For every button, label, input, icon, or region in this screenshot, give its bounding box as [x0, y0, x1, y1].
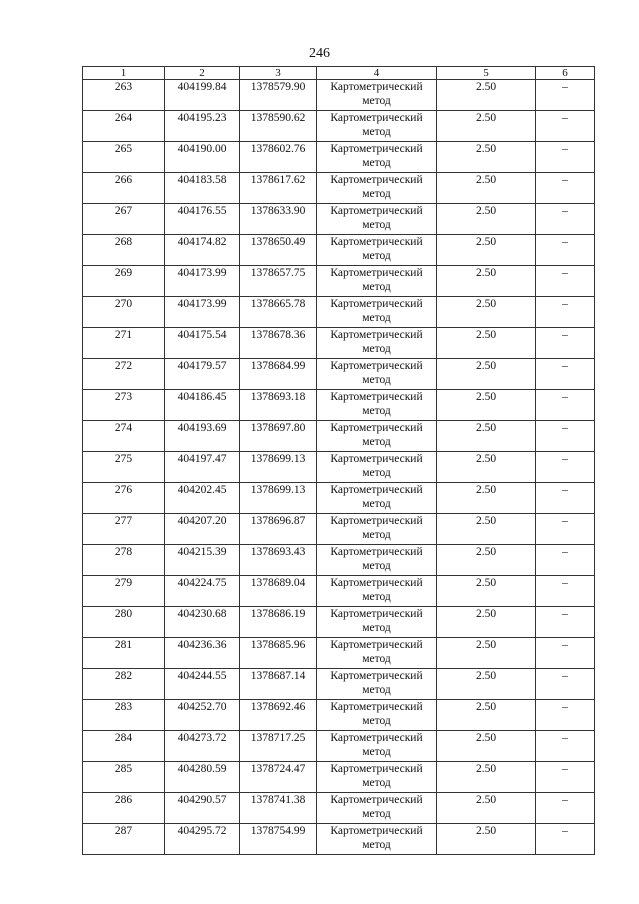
- accuracy-cell: 2.50: [437, 111, 536, 142]
- note-cell: –: [536, 390, 595, 421]
- column-header: 2: [165, 67, 240, 80]
- point-number-cell: 265: [83, 142, 165, 173]
- accuracy-cell: 2.50: [437, 235, 536, 266]
- accuracy-cell: 2.50: [437, 545, 536, 576]
- y-coordinate-cell: 1378689.04: [240, 576, 317, 607]
- accuracy-cell: 2.50: [437, 483, 536, 514]
- x-coordinate-cell: 404244.55: [165, 669, 240, 700]
- y-coordinate-cell: 1378693.43: [240, 545, 317, 576]
- x-coordinate-cell: 404183.58: [165, 173, 240, 204]
- table-row: [83, 452, 595, 483]
- table-row: [83, 669, 595, 700]
- x-coordinate-cell: 404195.23: [165, 111, 240, 142]
- point-number-cell: 264: [83, 111, 165, 142]
- table-row: [83, 173, 595, 204]
- accuracy-cell: 2.50: [437, 824, 536, 855]
- y-coordinate-cell: 1378590.62: [240, 111, 317, 142]
- point-number-cell: 263: [83, 80, 165, 111]
- note-cell: –: [536, 235, 595, 266]
- y-coordinate-cell: 1378692.46: [240, 700, 317, 731]
- method-cell: Картометрический метод: [317, 824, 437, 855]
- point-number-cell: 285: [83, 762, 165, 793]
- y-coordinate-cell: 1378678.36: [240, 328, 317, 359]
- table-row: [83, 204, 595, 235]
- y-coordinate-cell: 1378650.49: [240, 235, 317, 266]
- table-row: [83, 824, 595, 855]
- point-number-cell: 268: [83, 235, 165, 266]
- note-cell: –: [536, 545, 595, 576]
- accuracy-cell: 2.50: [437, 359, 536, 390]
- method-cell: Картометрический метод: [317, 793, 437, 824]
- page-number: 246: [309, 46, 330, 61]
- method-cell: Картометрический метод: [317, 483, 437, 514]
- x-coordinate-cell: 404174.82: [165, 235, 240, 266]
- y-coordinate-cell: 1378693.18: [240, 390, 317, 421]
- table-row: [83, 266, 595, 297]
- method-cell: Картометрический метод: [317, 421, 437, 452]
- point-number-cell: 277: [83, 514, 165, 545]
- y-coordinate-cell: 1378579.90: [240, 80, 317, 111]
- table-row: [83, 793, 595, 824]
- accuracy-cell: 2.50: [437, 142, 536, 173]
- note-cell: –: [536, 607, 595, 638]
- method-cell: Картометрический метод: [317, 111, 437, 142]
- table-row: [83, 142, 595, 173]
- x-coordinate-cell: 404202.45: [165, 483, 240, 514]
- note-cell: –: [536, 297, 595, 328]
- accuracy-cell: 2.50: [437, 607, 536, 638]
- y-coordinate-cell: 1378686.19: [240, 607, 317, 638]
- table-row: [83, 328, 595, 359]
- method-cell: Картометрический метод: [317, 142, 437, 173]
- y-coordinate-cell: 1378684.99: [240, 359, 317, 390]
- note-cell: –: [536, 421, 595, 452]
- point-number-cell: 273: [83, 390, 165, 421]
- table-row: [83, 111, 595, 142]
- table-row: [83, 638, 595, 669]
- y-coordinate-cell: 1378602.76: [240, 142, 317, 173]
- method-cell: Картометрический метод: [317, 452, 437, 483]
- method-cell: Картометрический метод: [317, 762, 437, 793]
- x-coordinate-cell: 404207.20: [165, 514, 240, 545]
- column-header: 5: [437, 67, 536, 80]
- point-number-cell: 279: [83, 576, 165, 607]
- method-cell: Картометрический метод: [317, 514, 437, 545]
- note-cell: –: [536, 576, 595, 607]
- method-cell: Картометрический метод: [317, 173, 437, 204]
- table-row: [83, 359, 595, 390]
- column-header: 1: [83, 67, 165, 80]
- point-number-cell: 270: [83, 297, 165, 328]
- column-header: 4: [317, 67, 437, 80]
- table-row: [83, 514, 595, 545]
- x-coordinate-cell: 404252.70: [165, 700, 240, 731]
- point-number-cell: 287: [83, 824, 165, 855]
- point-number-cell: 269: [83, 266, 165, 297]
- x-coordinate-cell: 404273.72: [165, 731, 240, 762]
- y-coordinate-cell: 1378696.87: [240, 514, 317, 545]
- note-cell: –: [536, 638, 595, 669]
- table-header: [83, 67, 595, 80]
- method-cell: Картометрический метод: [317, 638, 437, 669]
- coordinates-table: [82, 66, 595, 855]
- table-row: [83, 545, 595, 576]
- x-coordinate-cell: 404186.45: [165, 390, 240, 421]
- point-number-cell: 271: [83, 328, 165, 359]
- method-cell: Картометрический метод: [317, 359, 437, 390]
- method-cell: Картометрический метод: [317, 576, 437, 607]
- accuracy-cell: 2.50: [437, 669, 536, 700]
- method-cell: Картометрический метод: [317, 204, 437, 235]
- table-row: [83, 421, 595, 452]
- x-coordinate-cell: 404175.54: [165, 328, 240, 359]
- table-row: [83, 390, 595, 421]
- note-cell: –: [536, 204, 595, 235]
- method-cell: Картометрический метод: [317, 607, 437, 638]
- point-number-cell: 276: [83, 483, 165, 514]
- point-number-cell: 286: [83, 793, 165, 824]
- point-number-cell: 266: [83, 173, 165, 204]
- note-cell: –: [536, 669, 595, 700]
- accuracy-cell: 2.50: [437, 793, 536, 824]
- point-number-cell: 275: [83, 452, 165, 483]
- y-coordinate-cell: 1378665.78: [240, 297, 317, 328]
- accuracy-cell: 2.50: [437, 328, 536, 359]
- y-coordinate-cell: 1378754.99: [240, 824, 317, 855]
- accuracy-cell: 2.50: [437, 266, 536, 297]
- x-coordinate-cell: 404173.99: [165, 297, 240, 328]
- table-row: [83, 607, 595, 638]
- accuracy-cell: 2.50: [437, 80, 536, 111]
- accuracy-cell: 2.50: [437, 762, 536, 793]
- y-coordinate-cell: 1378697.80: [240, 421, 317, 452]
- x-coordinate-cell: 404199.84: [165, 80, 240, 111]
- accuracy-cell: 2.50: [437, 204, 536, 235]
- method-cell: Картометрический метод: [317, 669, 437, 700]
- column-header: 3: [240, 67, 317, 80]
- y-coordinate-cell: 1378724.47: [240, 762, 317, 793]
- note-cell: –: [536, 80, 595, 111]
- note-cell: –: [536, 173, 595, 204]
- note-cell: –: [536, 793, 595, 824]
- accuracy-cell: 2.50: [437, 421, 536, 452]
- x-coordinate-cell: 404173.99: [165, 266, 240, 297]
- x-coordinate-cell: 404197.47: [165, 452, 240, 483]
- point-number-cell: 282: [83, 669, 165, 700]
- table-body: [83, 80, 595, 855]
- method-cell: Картометрический метод: [317, 731, 437, 762]
- x-coordinate-cell: 404215.39: [165, 545, 240, 576]
- accuracy-cell: 2.50: [437, 297, 536, 328]
- note-cell: –: [536, 731, 595, 762]
- method-cell: Картометрический метод: [317, 545, 437, 576]
- note-cell: –: [536, 483, 595, 514]
- accuracy-cell: 2.50: [437, 173, 536, 204]
- point-number-cell: 274: [83, 421, 165, 452]
- y-coordinate-cell: 1378699.13: [240, 483, 317, 514]
- x-coordinate-cell: 404236.36: [165, 638, 240, 669]
- point-number-cell: 280: [83, 607, 165, 638]
- table-row: [83, 483, 595, 514]
- y-coordinate-cell: 1378617.62: [240, 173, 317, 204]
- x-coordinate-cell: 404230.68: [165, 607, 240, 638]
- y-coordinate-cell: 1378741.38: [240, 793, 317, 824]
- x-coordinate-cell: 404193.69: [165, 421, 240, 452]
- y-coordinate-cell: 1378657.75: [240, 266, 317, 297]
- y-coordinate-cell: 1378687.14: [240, 669, 317, 700]
- point-number-cell: 267: [83, 204, 165, 235]
- accuracy-cell: 2.50: [437, 638, 536, 669]
- accuracy-cell: 2.50: [437, 514, 536, 545]
- x-coordinate-cell: 404176.55: [165, 204, 240, 235]
- method-cell: Картометрический метод: [317, 700, 437, 731]
- y-coordinate-cell: 1378685.96: [240, 638, 317, 669]
- table-row: [83, 762, 595, 793]
- note-cell: –: [536, 266, 595, 297]
- method-cell: Картометрический метод: [317, 80, 437, 111]
- method-cell: Картометрический метод: [317, 297, 437, 328]
- y-coordinate-cell: 1378633.90: [240, 204, 317, 235]
- table-row: [83, 731, 595, 762]
- note-cell: –: [536, 142, 595, 173]
- x-coordinate-cell: 404290.57: [165, 793, 240, 824]
- header-row: [83, 67, 595, 80]
- point-number-cell: 278: [83, 545, 165, 576]
- table-row: [83, 700, 595, 731]
- x-coordinate-cell: 404295.72: [165, 824, 240, 855]
- note-cell: –: [536, 111, 595, 142]
- x-coordinate-cell: 404190.00: [165, 142, 240, 173]
- accuracy-cell: 2.50: [437, 452, 536, 483]
- point-number-cell: 284: [83, 731, 165, 762]
- x-coordinate-cell: 404280.59: [165, 762, 240, 793]
- note-cell: –: [536, 452, 595, 483]
- accuracy-cell: 2.50: [437, 576, 536, 607]
- note-cell: –: [536, 359, 595, 390]
- x-coordinate-cell: 404179.57: [165, 359, 240, 390]
- y-coordinate-cell: 1378717.25: [240, 731, 317, 762]
- accuracy-cell: 2.50: [437, 731, 536, 762]
- column-header: 6: [536, 67, 595, 80]
- table-row: [83, 576, 595, 607]
- point-number-cell: 283: [83, 700, 165, 731]
- accuracy-cell: 2.50: [437, 700, 536, 731]
- method-cell: Картометрический метод: [317, 266, 437, 297]
- y-coordinate-cell: 1378699.13: [240, 452, 317, 483]
- note-cell: –: [536, 514, 595, 545]
- method-cell: Картометрический метод: [317, 328, 437, 359]
- point-number-cell: 281: [83, 638, 165, 669]
- table-row: [83, 235, 595, 266]
- point-number-cell: 272: [83, 359, 165, 390]
- x-coordinate-cell: 404224.75: [165, 576, 240, 607]
- method-cell: Картометрический метод: [317, 390, 437, 421]
- note-cell: –: [536, 328, 595, 359]
- method-cell: Картометрический метод: [317, 235, 437, 266]
- table-row: [83, 297, 595, 328]
- note-cell: –: [536, 700, 595, 731]
- accuracy-cell: 2.50: [437, 390, 536, 421]
- note-cell: –: [536, 824, 595, 855]
- note-cell: –: [536, 762, 595, 793]
- table-row: [83, 80, 595, 111]
